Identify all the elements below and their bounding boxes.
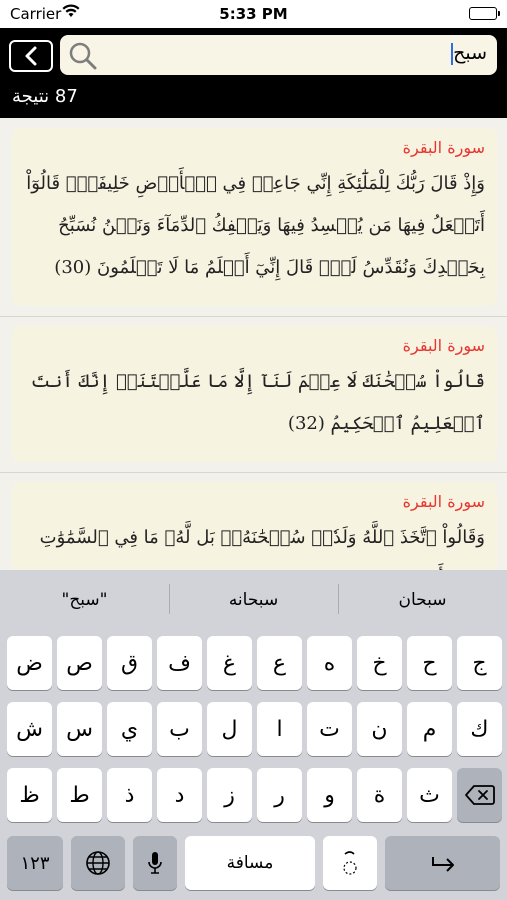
key[interactable]: ا bbox=[257, 702, 302, 756]
diacritic-key[interactable] bbox=[323, 836, 377, 890]
key[interactable]: ص bbox=[57, 636, 102, 690]
key[interactable]: ذ bbox=[107, 768, 152, 822]
key[interactable]: ج bbox=[457, 636, 502, 690]
key[interactable]: ش bbox=[7, 702, 52, 756]
key[interactable]: س bbox=[57, 702, 102, 756]
key[interactable]: ة bbox=[357, 768, 402, 822]
diacritic-key-icon bbox=[339, 848, 361, 878]
surah-title: سورة البقرة bbox=[402, 138, 485, 157]
key[interactable]: ز bbox=[207, 768, 252, 822]
key[interactable]: ب bbox=[157, 702, 202, 756]
key[interactable]: ك bbox=[457, 702, 502, 756]
search-icon bbox=[68, 41, 98, 75]
key[interactable]: ت bbox=[307, 702, 352, 756]
suggestion-item[interactable]: سبحانه bbox=[228, 590, 279, 610]
key[interactable]: ظ bbox=[7, 768, 52, 822]
clock: 5:33 PM bbox=[219, 5, 288, 23]
key[interactable]: ق bbox=[107, 636, 152, 690]
key[interactable]: ر bbox=[257, 768, 302, 822]
globe-key[interactable] bbox=[71, 836, 125, 890]
key[interactable]: ن bbox=[357, 702, 402, 756]
divider bbox=[0, 316, 507, 317]
return-icon bbox=[429, 853, 457, 873]
verse-text: وَقَالُواْ ٱتَّخَذَ ٱللَّهُ وَلَدٗاۗ سُبۡحَٰنَهُۥۖ بَل لَّهُۥ مَا فِي ٱلسَّمَٰوَٰتِ bbox=[39, 527, 485, 548]
surah-title: سورة البقرة bbox=[402, 492, 485, 511]
divider bbox=[0, 472, 507, 473]
back-button[interactable] bbox=[9, 40, 53, 72]
globe-icon bbox=[85, 850, 111, 876]
key[interactable]: ض bbox=[7, 636, 52, 690]
microphone-icon bbox=[147, 850, 163, 876]
dictation-key[interactable] bbox=[133, 836, 177, 890]
chevron-left-icon bbox=[24, 46, 38, 66]
verse-text: وَإِذْ قَالَ رَبُّكَ لِلْمَلَٰٓئِكَةِ إِنِّي جَاعِلٞ فِي ٱلۡأَرۡضِ خَلِيفَةٗۖ قَالُوٓاْ أَتَجۡعَلُ فِيهَا مَن يُفۡسِدُ فِيهَا وَيَسۡفِكُ ٱلدِّمَآءَ وَنَحۡنُ نُسَبِّحُ بِحَمۡدِكَ وَنُقَدِّسُ لَكَۖ قَالَ إِنِّيٓ أَعۡلَمُ مَا لَا تَعۡلَمُونَ (30) bbox=[26, 173, 485, 278]
search-header bbox=[0, 28, 507, 118]
key[interactable]: خ bbox=[357, 636, 402, 690]
results-list[interactable] bbox=[0, 118, 507, 570]
key[interactable]: ط bbox=[57, 768, 102, 822]
key[interactable]: غ bbox=[207, 636, 252, 690]
suggestion-item[interactable]: سبحان bbox=[398, 590, 447, 610]
search-query: سبح bbox=[453, 42, 487, 64]
key[interactable]: ث bbox=[407, 768, 452, 822]
key[interactable]: ه bbox=[307, 636, 352, 690]
surah-title: سورة البقرة bbox=[402, 336, 485, 355]
key[interactable]: ف bbox=[157, 636, 202, 690]
status-bar bbox=[0, 0, 507, 28]
result-card[interactable] bbox=[12, 128, 497, 306]
backspace-icon bbox=[465, 784, 495, 806]
space-key[interactable]: مسافة bbox=[185, 836, 315, 890]
predictive-bar bbox=[0, 570, 507, 630]
suggestion-item[interactable]: "سبح" bbox=[61, 590, 108, 610]
key[interactable]: د bbox=[157, 768, 202, 822]
numbers-key[interactable]: ١٢٣ bbox=[7, 836, 63, 890]
battery-icon bbox=[469, 7, 497, 20]
key[interactable]: م bbox=[407, 702, 452, 756]
keyboard bbox=[0, 630, 507, 900]
key[interactable]: ل bbox=[207, 702, 252, 756]
key[interactable]: ح bbox=[407, 636, 452, 690]
return-key[interactable] bbox=[385, 836, 500, 890]
carrier-label: Carrier bbox=[10, 5, 62, 23]
search-input[interactable] bbox=[60, 35, 497, 75]
delete-key[interactable] bbox=[457, 768, 502, 822]
verse-text: قَالُواْ سُبۡحَٰنَكَ لَا عِلۡمَ لَنَآ إِلَّا مَا عَلَّمۡتَنَآۖ إِنَّكَ أَنتَ ٱلۡعَلِيمُ ٱلۡحَكِيمُ (32) bbox=[30, 371, 485, 434]
result-count: 87 نتيجة bbox=[12, 86, 78, 107]
result-card[interactable] bbox=[12, 326, 497, 462]
key[interactable]: و bbox=[307, 768, 352, 822]
key[interactable]: ع bbox=[257, 636, 302, 690]
key[interactable]: ي bbox=[107, 702, 152, 756]
